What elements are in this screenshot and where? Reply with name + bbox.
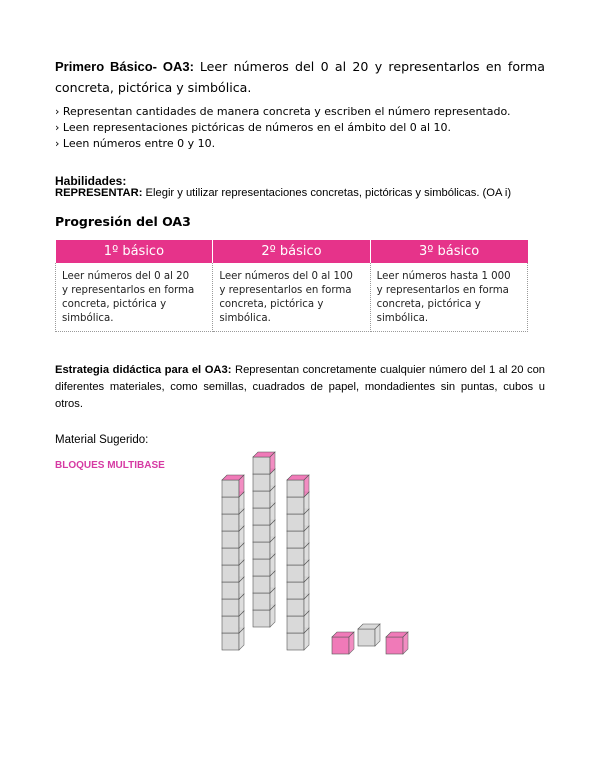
- indicator-item: › Leen números entre 0 y 10.: [55, 137, 216, 150]
- habilidades-line: [55, 187, 511, 199]
- unit-cube-block: [332, 632, 354, 654]
- column-header-1: 1º básico: [56, 240, 213, 263]
- ten-rod-block: [253, 452, 275, 474]
- ten-rod-block: [287, 475, 309, 497]
- objective-text: Leer números del 0 al 20 y representarlos en forma concreta, pictórica y simbólica.: [55, 59, 545, 95]
- indicator-list: [55, 104, 545, 152]
- blocks-title: BLOQUES MULTIBASE: [55, 460, 165, 471]
- progresion-title: Progresión del OA3: [55, 214, 191, 229]
- indicator-item: › Leen representaciones pictóricas de números en el ámbito del 0 al 10.: [55, 121, 452, 134]
- ten-rod-block: [222, 475, 244, 497]
- progresion-table: [55, 240, 528, 332]
- column-header-3: 3º básico: [370, 240, 527, 263]
- table-cell-3: Leer números hasta 1 000 y representarlos en forma concreta, pictórica y simbólica.: [370, 263, 527, 331]
- habilidades-title: Habilidades:: [55, 174, 127, 188]
- habilidades-text: Elegir y utilizar representaciones concretas, pictóricas y simbólicas. (OA i): [145, 187, 512, 199]
- unit-cube-block: [358, 624, 380, 646]
- unit-cube-block: [386, 632, 408, 654]
- base-ten-blocks-illustration: [210, 445, 420, 665]
- table-cell-2: Leer números del 0 al 100 y representarlos en forma concreta, pictórica y simbólica.: [213, 263, 370, 331]
- objective-label: Primero Básico- OA3:: [55, 59, 194, 74]
- table-row: [56, 263, 528, 331]
- column-header-2: 2º básico: [213, 240, 370, 263]
- table-cell-1: Leer números del 0 al 20 y representarlos en forma concreta, pictórica y simbólica.: [56, 263, 213, 331]
- objective-heading: [55, 56, 545, 98]
- estrategia-paragraph: [55, 362, 545, 413]
- material-label: Material Sugerido:: [55, 434, 149, 446]
- estrategia-label: Estrategia didáctica para el OA3:: [55, 364, 232, 376]
- habilidades-label: REPRESENTAR:: [55, 187, 143, 199]
- estrategia-text: Representan concretamente cualquier número del 1 al 20 con diferentes materiales, como semillas, cuadrados de papel, mondadientes sin puntas, cubos u otros.: [55, 364, 546, 410]
- indicator-item: › Representan cantidades de manera concreta y escriben el número representado.: [55, 105, 511, 118]
